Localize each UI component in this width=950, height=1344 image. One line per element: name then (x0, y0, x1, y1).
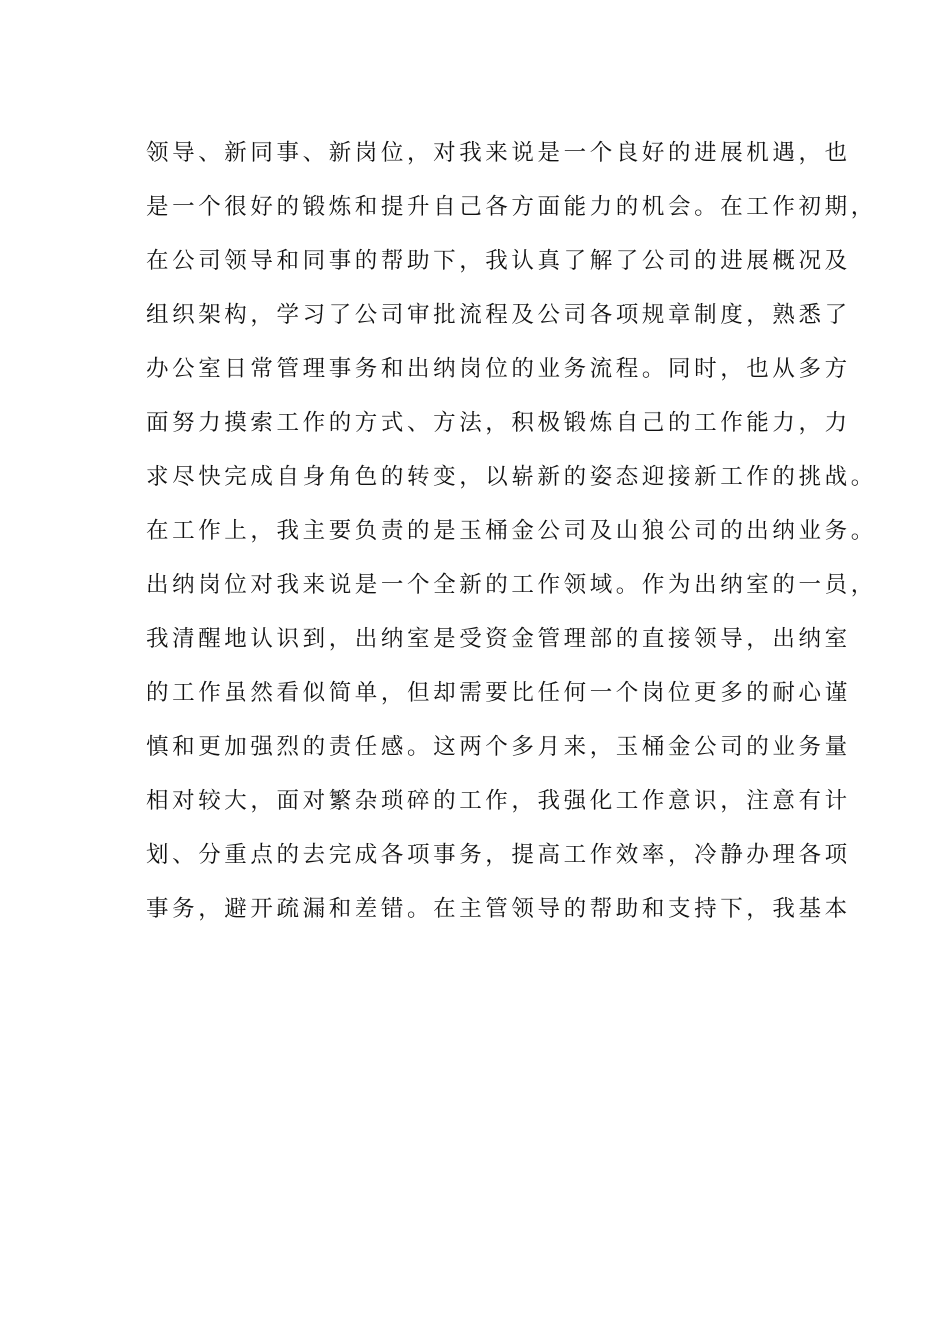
text-line: 办公室日常管理事务和出纳岗位的业务流程。同时，也从多方 (146, 356, 851, 382)
text-line: 领导、新同事、新岗位，对我来说是一个良好的进展机遇，也 (146, 140, 851, 166)
text-line: 事务，避开疏漏和差错。在主管领导的帮助和支持下，我基本 (146, 896, 851, 922)
text-line: 的工作虽然看似简单，但却需要比任何一个岗位更多的耐心谨 (146, 680, 851, 706)
body-paragraph (146, 130, 877, 940)
text-line: 是一个很好的锻炼和提升自己各方面能力的机会。在工作初期， (146, 194, 877, 220)
text-line: 出纳岗位对我来说是一个全新的工作领域。作为出纳室的一员， (146, 572, 877, 598)
text-line: 在工作上，我主要负责的是玉桶金公司及山狼公司的出纳业务。 (146, 518, 877, 544)
text-line: 慎和更加强烈的责任感。这两个多月来，玉桶金公司的业务量 (146, 734, 851, 760)
text-line: 求尽快完成自身角色的转变，以崭新的姿态迎接新工作的挑战。 (146, 464, 877, 490)
text-line: 我清醒地认识到，出纳室是受资金管理部的直接领导，出纳室 (146, 626, 851, 652)
text-line: 划、分重点的去完成各项事务，提高工作效率，冷静办理各项 (146, 842, 851, 868)
text-line: 在公司领导和同事的帮助下，我认真了解了公司的进展概况及 (146, 248, 851, 274)
text-line: 相对较大，面对繁杂琐碎的工作，我强化工作意识，注意有计 (146, 788, 851, 814)
text-line: 面努力摸索工作的方式、方法，积极锻炼自己的工作能力，力 (146, 410, 851, 436)
text-line: 组织架构，学习了公司审批流程及公司各项规章制度，熟悉了 (146, 302, 851, 328)
